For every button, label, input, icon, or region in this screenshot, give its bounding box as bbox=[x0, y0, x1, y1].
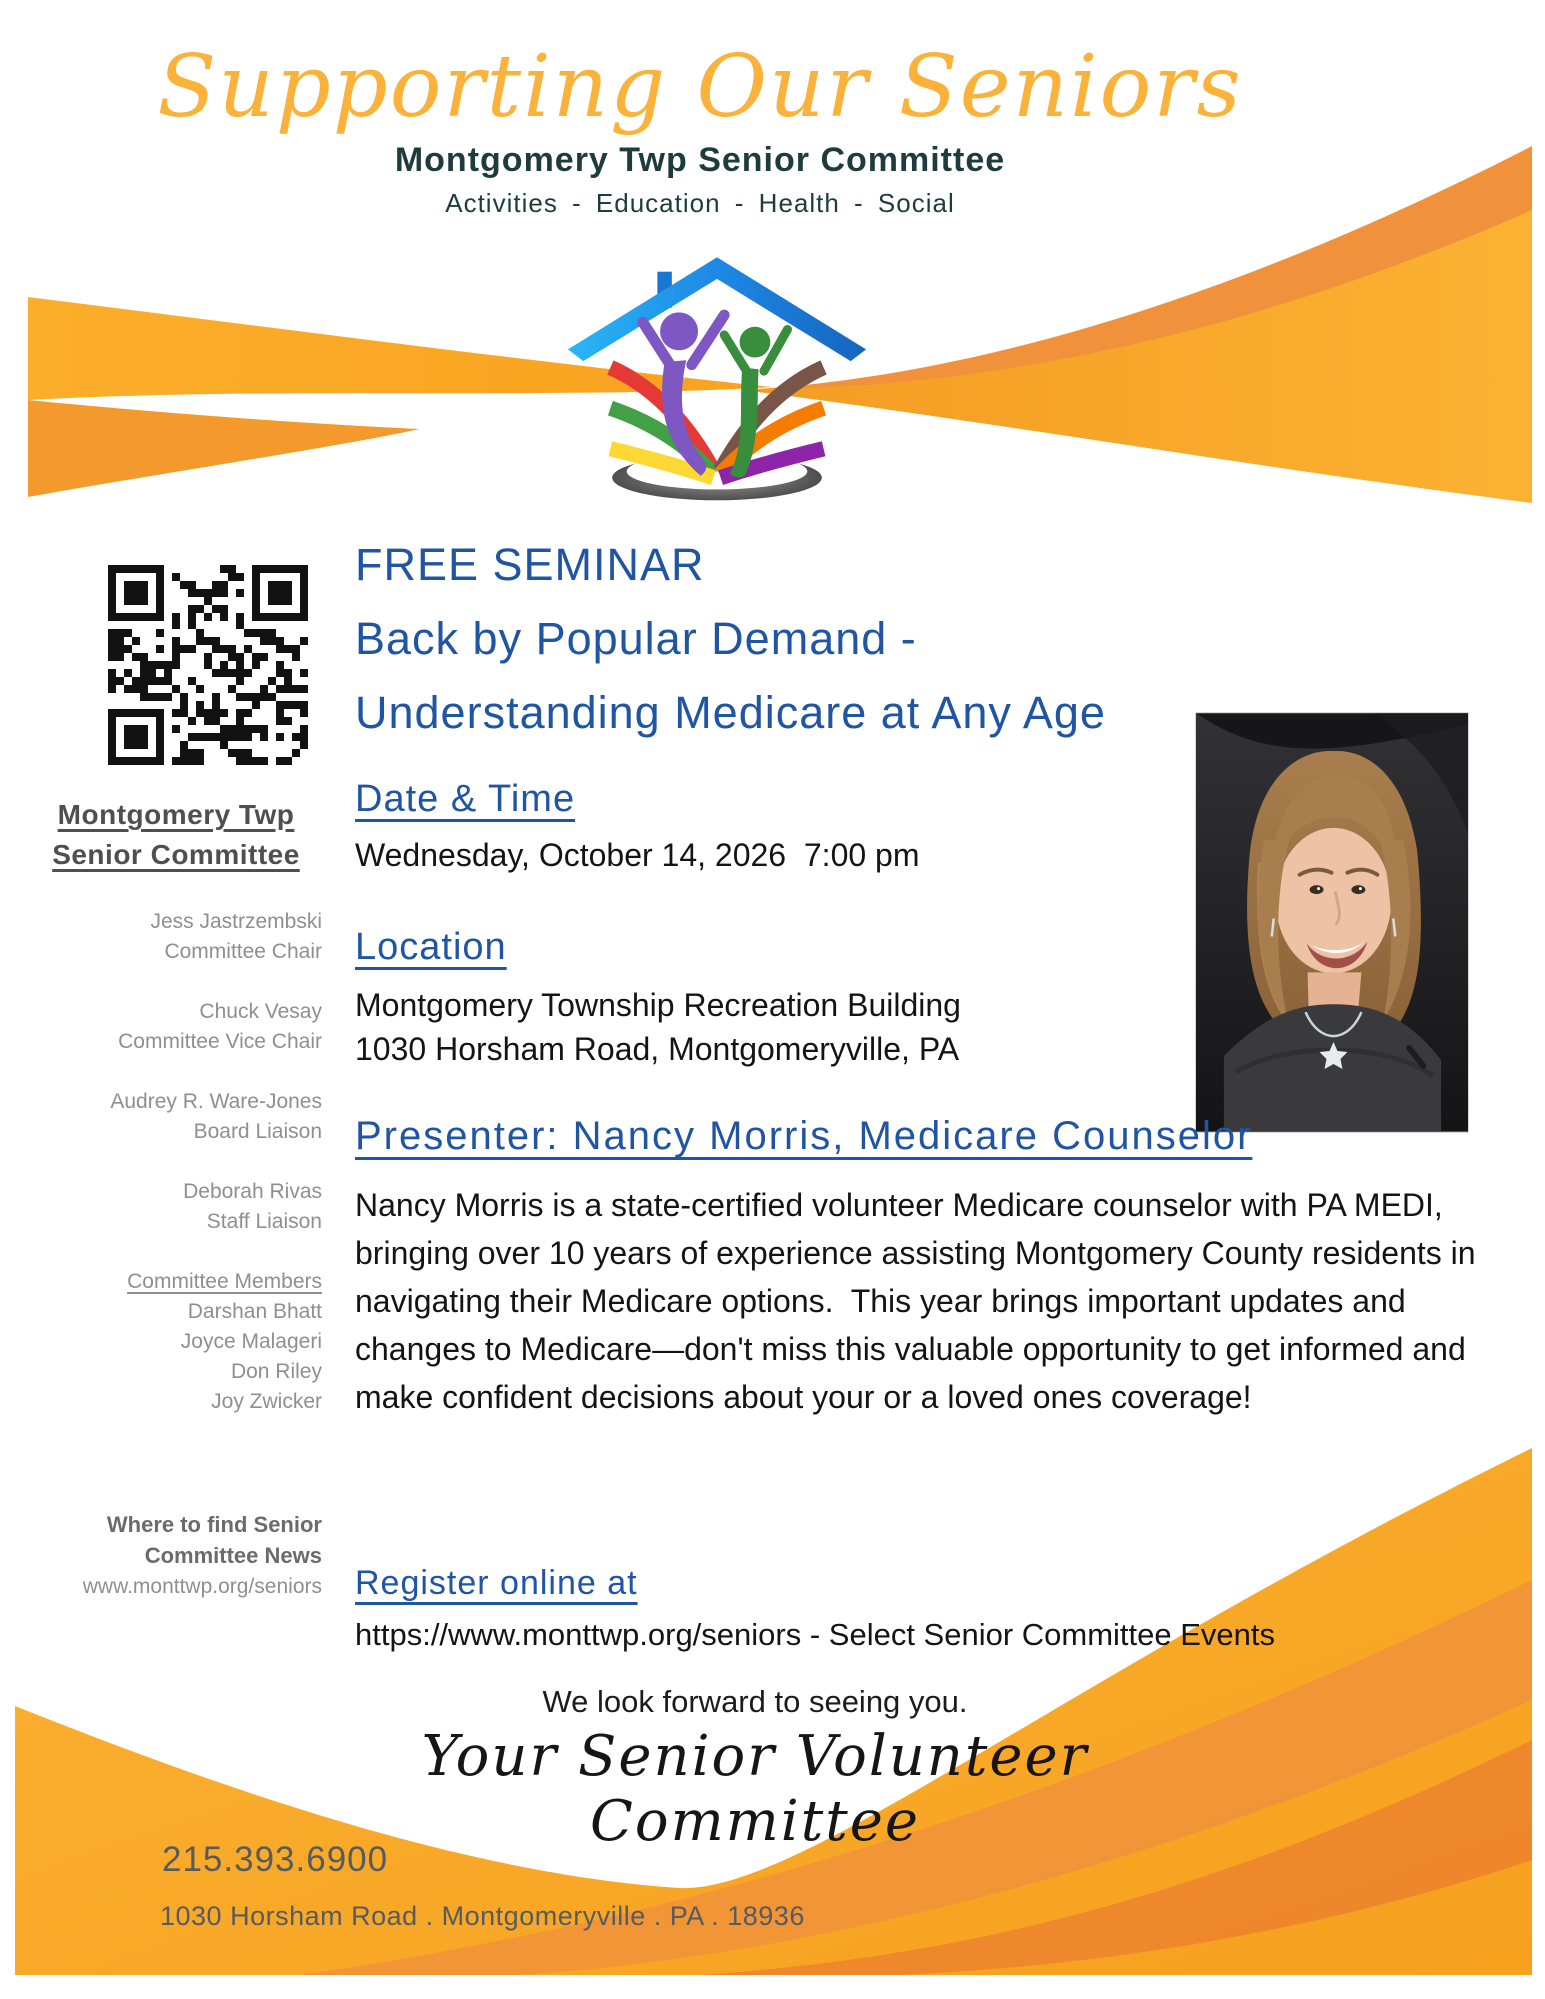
script-title: Supporting Our Seniors bbox=[157, 37, 1243, 137]
roster-entry bbox=[30, 907, 322, 967]
sidebar-news bbox=[30, 1509, 322, 1602]
location-heading: Location bbox=[355, 926, 507, 968]
signature-script: Your Senior Volunteer Committee bbox=[421, 1724, 1089, 1854]
roster-role: Committee Vice Chair bbox=[118, 1030, 322, 1053]
presenter-section bbox=[355, 1114, 1515, 1421]
location-section bbox=[355, 926, 961, 1071]
register-details[interactable]: https://www.monttwp.org/seniors - Select Senior Committee Events bbox=[355, 1617, 1276, 1652]
sidebar-title bbox=[30, 795, 322, 875]
news-heading-line2: Committee News bbox=[144, 1543, 322, 1568]
presenter-photo bbox=[1195, 712, 1469, 1133]
org-title: Montgomery Twp Senior Committee bbox=[394, 140, 1006, 179]
member-name: Darshan Bhatt bbox=[187, 1300, 322, 1323]
logo-roof bbox=[568, 257, 866, 361]
seminar-headline bbox=[355, 528, 1515, 750]
roster-name: Audrey R. Ware-Jones bbox=[110, 1090, 322, 1113]
member-name: Don Riley bbox=[230, 1360, 322, 1383]
roster-role: Board Liaison bbox=[193, 1120, 322, 1143]
location-line2: 1030 Horsham Road, Montgomeryville, PA bbox=[355, 1031, 960, 1067]
roster-name: Chuck Vesay bbox=[199, 1000, 322, 1023]
date-time-value: Wednesday, October 14, 2026 7:00 pm bbox=[355, 837, 920, 873]
qr-code bbox=[103, 560, 313, 770]
top-left-ribbon-shadow bbox=[28, 400, 420, 497]
member-name: Joyce Malageri bbox=[180, 1330, 322, 1353]
roster-name: Deborah Rivas bbox=[183, 1180, 322, 1203]
member-name: Joy Zwicker bbox=[211, 1390, 322, 1413]
presenter-bio: Nancy Morris is a state-certified volunteer Medicare counselor with PA MEDI, bringing over 10 years of experience assisting Montgomery County residents in navigating their Medicare options. This year brings important updates and changes to Medicare—don't miss this valuable opportunity to get informed and make confident decisions about your or a loved ones coverage! bbox=[355, 1187, 1485, 1415]
news-url[interactable]: www.monttwp.org/seniors bbox=[82, 1575, 322, 1598]
tagline: Activities - Education - Health - Social bbox=[445, 187, 955, 218]
footer-address: 1030 Horsham Road . Montgomeryville . PA . 18936 bbox=[160, 1901, 805, 1931]
members-heading: Committee Members bbox=[127, 1270, 322, 1293]
headline-line1: FREE SEMINAR bbox=[355, 539, 705, 590]
roster-entry bbox=[30, 1177, 322, 1237]
register-section bbox=[355, 1564, 1275, 1653]
house-people-logo-icon bbox=[563, 250, 871, 512]
news-heading-line1: Where to find Senior bbox=[106, 1512, 322, 1537]
roster-entry bbox=[30, 1087, 322, 1147]
main-content bbox=[355, 528, 1515, 1652]
roster-role: Staff Liaison bbox=[206, 1210, 322, 1233]
roster-name: Jess Jastrzembski bbox=[150, 910, 322, 933]
closing-block bbox=[355, 1684, 1155, 1854]
flyer-header bbox=[60, 37, 1340, 219]
sidebar-title-line2: Senior Committee bbox=[52, 839, 300, 870]
sidebar-title-line1: Montgomery Twp bbox=[57, 799, 295, 830]
presenter-heading: Presenter: Nancy Morris, Medicare Counselor bbox=[355, 1114, 1253, 1158]
headline-line2: Back by Popular Demand - bbox=[355, 613, 917, 664]
date-time-heading: Date & Time bbox=[355, 778, 576, 820]
committee-sidebar bbox=[30, 795, 322, 1602]
roster-entry bbox=[30, 997, 322, 1057]
date-time-section bbox=[355, 778, 920, 874]
register-link[interactable]: Register online at bbox=[355, 1564, 638, 1602]
closing-line: We look forward to seeing you. bbox=[542, 1684, 968, 1719]
footer-phone: 215.393.6900 bbox=[162, 1840, 389, 1879]
headline-line3: Understanding Medicare at Any Age bbox=[355, 687, 1106, 738]
roster-role: Committee Chair bbox=[164, 940, 322, 963]
location-line1: Montgomery Township Recreation Building bbox=[355, 987, 961, 1023]
sidebar-roster bbox=[30, 907, 322, 1417]
